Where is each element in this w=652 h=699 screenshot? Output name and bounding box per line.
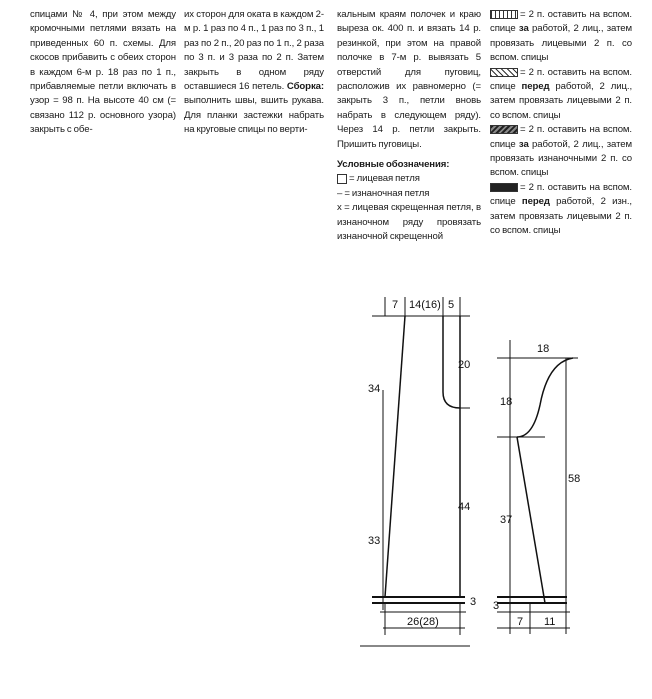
instructions-text-1: спицами № 4, при этом между кромочными петлями вязать на приведенных 60 п. схемы. Для скосов прибавить с обеих сторон в каждом 6-м р. 18 раз по 1 п., прибавляемые петли включать в узор = 98 п. На высоте 40 см (= связано 112 р. основного узора) закрыть с обе-: [30, 9, 176, 136]
front-top-left-label: 7: [392, 299, 399, 311]
front-left-lower-label: 33: [368, 535, 381, 547]
front-top-middle-label: 14(16): [409, 299, 441, 311]
legend-item-twisted: x = лицевая скрещенная петля, в изнаночном ряду провязать изнаночной скрещенной: [337, 202, 481, 243]
sleeve-hem-label: 3: [493, 600, 500, 612]
sleeve-right-label: 58: [568, 473, 581, 485]
instructions-text-2a: их сторон для оката в каждом 2-м р. 1 раз по 4 п., 1 раз по 3 п., 1 раз по 2 п., 20 раз по 1 п., 2 раза по 3 п. и 3 раза по 2 п. Затем закрыть в одном ряду оставшиеся 16 петель.: [184, 9, 324, 93]
legend-item-purl: – = изнаночная петля: [337, 187, 430, 199]
front-top-right-label: 5: [448, 299, 455, 311]
sleeve-bottom-left-label: 7: [517, 616, 524, 628]
front-hem-label: 3: [470, 596, 477, 608]
sleeve-left-upper-label: 18: [500, 396, 513, 408]
front-right-upper-label: 20: [458, 359, 471, 371]
instructions-text-3: кальным краям полочек и краю выреза ок. 400 п. и вязать 14 р. резинкой, при этом на правой полочке в 7-м р. вывязать 5 отверстий для пуговиц, расположив их равномерно (= закрыть 3 п., петли вновь набрать в следующем ряду). Через 14 р. петли закрыть. Пришить пуговицы.: [337, 9, 481, 150]
front-piece-schematic: [360, 297, 470, 646]
twisted-symbol-icon: x: [337, 202, 342, 214]
cable-legend-item: = 2 п. оставить на вспом. спице перед работой, 2 изн., затем провязать лицевыми 2 п. со вспом. спицы: [490, 181, 632, 237]
cable-legend-item: = 2 п. оставить на вспом. спице за работой, 2 лиц., затем провязать лицевыми 2 п. со вспом. спицы: [490, 9, 632, 64]
front-bottom-label: 26(28): [407, 616, 439, 628]
sleeve-top-label: 18: [537, 343, 550, 355]
front-left-upper-label: 34: [368, 383, 381, 395]
purl-symbol-icon: –: [337, 187, 343, 199]
front-right-lower-label: 44: [458, 501, 471, 513]
sleeve-left-lower-label: 37: [500, 514, 513, 526]
legend-title: Условные обозначения:: [337, 159, 450, 171]
legend-item-knit: = лицевая петля: [337, 172, 481, 186]
sleeve-bottom-right-label: 11: [544, 616, 556, 628]
sleeve-schematic: [497, 340, 581, 634]
cable-legend-item: = 2 п. оставить на вспом. спице за работой, 2 лиц., затем провязать изнаночными 2 п. со вспом. спицы: [490, 124, 632, 179]
instructions-text-2b: выполнить швы, вшить рукава. Для планки застежки набрать на круговые спицы по верти-: [184, 95, 324, 136]
cable-legend-item: = 2 п. оставить на вспом. спице перед работой, 2 лиц., затем провязать лицевыми 2 п. со вспом. спицы: [490, 66, 633, 121]
assembly-label: Сборка:: [286, 81, 324, 93]
